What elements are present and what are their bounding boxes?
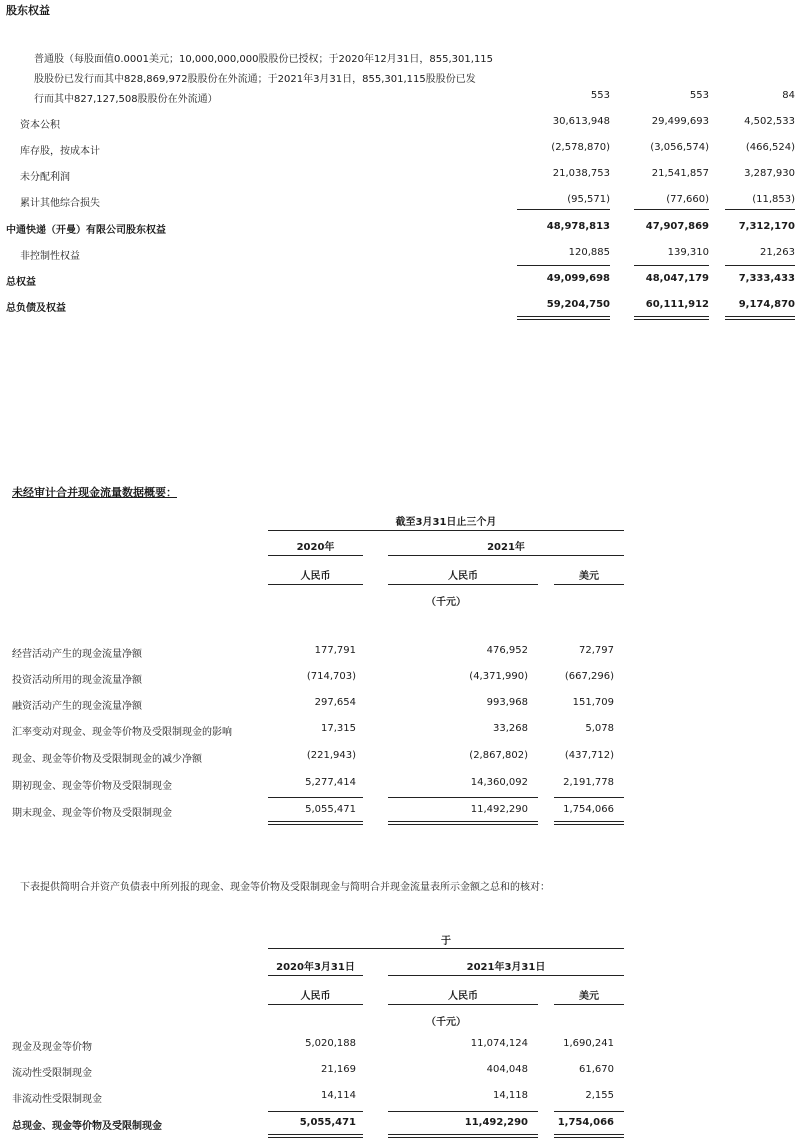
cashflow-row-value: (2,867,802) — [469, 750, 528, 761]
reconciliation-row-value: 2,155 — [585, 1090, 614, 1101]
reconciliation-row-value: 11,492,290 — [464, 1117, 528, 1128]
cashflow-row-value: 297,654 — [314, 697, 356, 708]
equity-subtotal-rule-col1 — [517, 209, 610, 210]
equity-subtotal-rule-col3 — [725, 209, 795, 210]
equity-row-label: 中通快递（开曼）有限公司股东权益 — [6, 225, 166, 236]
ordinary-shares-label-line1: 普通股（每股面值0.0001美元；10,000,000,000股股份已授权；于2020年12月31日，855,301,115 — [34, 54, 494, 65]
cashflow-currency-rule-3 — [554, 584, 624, 585]
cashflow-period-rule — [268, 530, 624, 531]
cashflow-currency-usd: 美元 — [579, 571, 599, 582]
equity-row-value: 553 — [590, 90, 610, 101]
reconciliation-row-value: 1,754,066 — [557, 1117, 614, 1128]
cashflow-row-label: 融资活动产生的现金流量净额 — [12, 701, 142, 712]
cashflow-row-label: 现金、现金等价物及受限制现金的减少净额 — [12, 754, 202, 765]
cashflow-row-value: 17,315 — [321, 723, 356, 734]
reconciliation-row-value: 5,020,188 — [305, 1038, 356, 1049]
reconciliation-double-rule-col1 — [268, 1134, 363, 1138]
reconciliation-row-value: 1,690,241 — [563, 1038, 614, 1049]
equity-row-value: 59,204,750 — [546, 299, 610, 310]
equity-row-value: 120,885 — [568, 247, 610, 258]
equity-row-value: 139,310 — [667, 247, 709, 258]
reconciliation-date-rule-2020 — [268, 975, 363, 976]
reconciliation-double-rule-col2 — [388, 1134, 538, 1138]
cashflow-row-label: 期初现金、现金等价物及受限制现金 — [12, 781, 172, 792]
equity-row-value: (466,524) — [745, 142, 795, 153]
cashflow-currency-rule-1 — [268, 584, 363, 585]
ordinary-shares-label-line3: 行而其中827,127,508股股份在外流通） — [34, 94, 218, 105]
equity-row-value: 21,263 — [760, 247, 795, 258]
equity-row-value: (77,660) — [666, 194, 709, 205]
cashflow-row-value: (437,712) — [564, 750, 614, 761]
cashflow-year-2021: 2021年 — [487, 542, 525, 553]
cashflow-row-value: 177,791 — [314, 645, 356, 656]
equity-double-rule-col1 — [517, 316, 610, 320]
cashflow-unit: （千元） — [426, 597, 466, 608]
equity-double-rule-col2 — [634, 316, 709, 320]
reconciliation-row-label: 非流动性受限制现金 — [12, 1094, 102, 1105]
equity-total-rule-col2 — [634, 265, 709, 266]
equity-row-label: 未分配利润 — [20, 172, 70, 183]
reconciliation-intro: 下表提供简明合并资产负债表中所列报的现金、现金等价物及受限制现金与简明合并现金流量表所示金额之总和的核对： — [20, 882, 550, 893]
equity-double-rule-col3 — [725, 316, 795, 320]
reconciliation-at-header: 于 — [441, 936, 451, 947]
reconciliation-row-value: 14,118 — [493, 1090, 528, 1101]
cashflow-currency-rmb-2021: 人民币 — [448, 571, 478, 582]
cashflow-row-value: 5,078 — [585, 723, 614, 734]
reconciliation-row-label: 总现金、现金等价物及受限制现金 — [12, 1121, 162, 1132]
cashflow-currency-rule-2 — [388, 584, 538, 585]
cashflow-row-value: 476,952 — [486, 645, 528, 656]
cashflow-row-value: (4,371,990) — [469, 671, 528, 682]
equity-row-value: (11,853) — [752, 194, 795, 205]
cashflow-heading: 未经审计合并现金流量数据概要： — [12, 486, 177, 499]
reconciliation-date-2021: 2021年3月31日 — [466, 962, 546, 973]
reconciliation-subtotal-rule-col2 — [388, 1111, 538, 1112]
equity-row-value: 30,613,948 — [552, 116, 610, 127]
equity-row-value: (95,571) — [567, 194, 610, 205]
equity-total-rule-col1 — [517, 265, 610, 266]
equity-row-value: (3,056,574) — [650, 142, 709, 153]
equity-row-label: 非控制性权益 — [20, 251, 80, 262]
reconciliation-currency-rmb-2021: 人民币 — [448, 991, 478, 1002]
cashflow-row-value: 1,754,066 — [563, 804, 614, 815]
cashflow-row-label: 期末现金、现金等价物及受限制现金 — [12, 808, 172, 819]
cashflow-row-value: 33,268 — [493, 723, 528, 734]
reconciliation-subtotal-rule-col1 — [268, 1111, 363, 1112]
reconciliation-row-value: 21,169 — [321, 1064, 356, 1075]
cashflow-row-value: 5,055,471 — [305, 804, 356, 815]
reconciliation-row-value: 14,114 — [321, 1090, 356, 1101]
equity-row-value: 7,312,170 — [738, 221, 795, 232]
reconciliation-currency-rmb-2020: 人民币 — [300, 991, 331, 1002]
cashflow-row-value: (221,943) — [306, 750, 356, 761]
cashflow-double-rule-col3 — [554, 821, 624, 825]
reconciliation-row-value: 5,055,471 — [299, 1117, 356, 1128]
equity-row-value: 47,907,869 — [645, 221, 709, 232]
equity-row-value: 4,502,533 — [744, 116, 795, 127]
cashflow-year-rule-2020 — [268, 555, 363, 556]
equity-row-value: 48,978,813 — [546, 221, 610, 232]
reconciliation-unit: （千元） — [426, 1017, 466, 1028]
reconciliation-row-label: 流动性受限制现金 — [12, 1068, 92, 1079]
cashflow-row-value: (714,703) — [306, 671, 356, 682]
reconciliation-at-rule — [268, 948, 624, 949]
cashflow-subtotal-rule-col1 — [268, 797, 363, 798]
equity-row-value: 21,541,857 — [651, 168, 709, 179]
equity-row-value: (2,578,870) — [551, 142, 610, 153]
cashflow-row-value: 14,360,092 — [470, 777, 528, 788]
ordinary-shares-label-line2: 股股份已发行而其中828,869,972股股份在外流通；于2021年3月31日，855,301,115股股份已发 — [34, 74, 476, 85]
cashflow-double-rule-col1 — [268, 821, 363, 825]
equity-subtotal-rule-col2 — [634, 209, 709, 210]
cashflow-row-value: 151,709 — [572, 697, 614, 708]
cashflow-subtotal-rule-col2 — [388, 797, 538, 798]
reconciliation-date-rule-2021 — [388, 975, 624, 976]
equity-row-value: 29,499,693 — [651, 116, 709, 127]
equity-row-label: 总权益 — [6, 277, 36, 288]
equity-total-rule-col3 — [725, 265, 795, 266]
equity-row-label: 总负债及权益 — [6, 303, 66, 314]
equity-row-value: 84 — [782, 90, 795, 101]
cashflow-row-label: 经营活动产生的现金流量净额 — [12, 649, 142, 660]
cashflow-subtotal-rule-col3 — [554, 797, 624, 798]
reconciliation-currency-rule-1 — [268, 1004, 363, 1005]
cashflow-currency-rmb-2020: 人民币 — [300, 571, 331, 582]
equity-row-value: 49,099,698 — [546, 273, 610, 284]
equity-heading: 股东权益 — [6, 4, 50, 17]
equity-row-value: 60,111,912 — [645, 299, 709, 310]
equity-row-value: 21,038,753 — [552, 168, 610, 179]
cashflow-period-header: 截至3月31日止三个月 — [395, 517, 497, 528]
cashflow-row-value: 5,277,414 — [305, 777, 356, 788]
equity-row-value: 3,287,930 — [744, 168, 795, 179]
cashflow-row-value: 11,492,290 — [470, 804, 528, 815]
reconciliation-row-value: 11,074,124 — [470, 1038, 528, 1049]
equity-row-label: 库存股，按成本计 — [20, 146, 100, 157]
cashflow-year-2020: 2020年 — [296, 542, 335, 553]
reconciliation-row-value: 404,048 — [486, 1064, 528, 1075]
reconciliation-currency-rule-2 — [388, 1004, 538, 1005]
equity-row-value: 7,333,433 — [738, 273, 795, 284]
cashflow-row-value: 993,968 — [486, 697, 528, 708]
reconciliation-row-label: 现金及现金等价物 — [12, 1042, 92, 1053]
reconciliation-date-2020: 2020年3月31日 — [276, 962, 355, 973]
reconciliation-double-rule-col3 — [554, 1134, 624, 1138]
equity-row-label: 资本公积 — [20, 120, 60, 131]
cashflow-row-label: 投资活动所用的现金流量净额 — [12, 675, 142, 686]
cashflow-year-rule-2021 — [388, 555, 624, 556]
cashflow-row-value: 2,191,778 — [563, 777, 614, 788]
reconciliation-row-value: 61,670 — [579, 1064, 614, 1075]
cashflow-row-label: 汇率变动对现金、现金等价物及受限制现金的影响 — [12, 727, 232, 738]
equity-row-label: 累计其他综合损失 — [20, 198, 100, 209]
reconciliation-currency-usd: 美元 — [579, 991, 599, 1002]
equity-row-value: 48,047,179 — [645, 273, 709, 284]
reconciliation-currency-rule-3 — [554, 1004, 624, 1005]
cashflow-double-rule-col2 — [388, 821, 538, 825]
reconciliation-subtotal-rule-col3 — [554, 1111, 624, 1112]
cashflow-row-value: (667,296) — [564, 671, 614, 682]
cashflow-row-value: 72,797 — [579, 645, 614, 656]
equity-row-value: 9,174,870 — [738, 299, 795, 310]
equity-row-value: 553 — [689, 90, 709, 101]
